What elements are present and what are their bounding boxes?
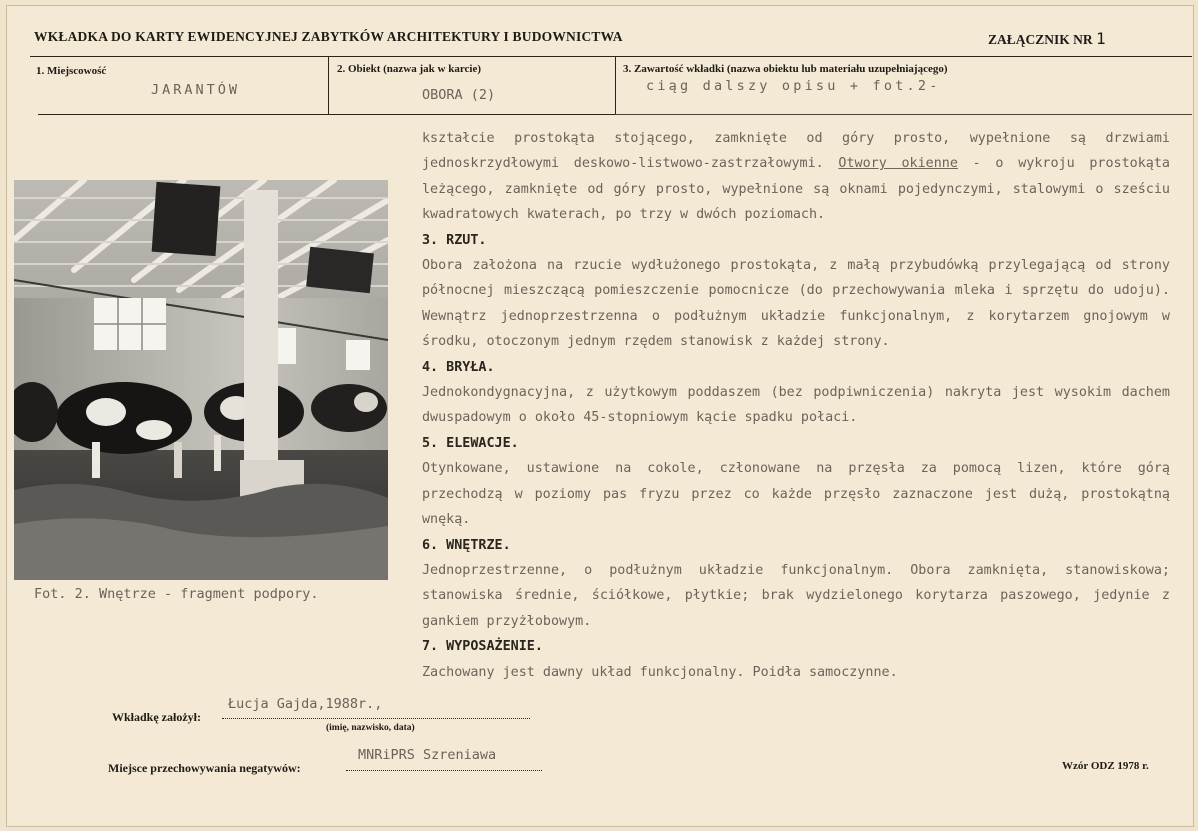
storage-dotted-line (346, 770, 542, 771)
barn-interior-image (14, 180, 388, 580)
author-label: Wkładkę założył: (112, 710, 201, 724)
header-rule (30, 56, 1192, 57)
barn-interior-photo (14, 180, 388, 580)
annex-label (988, 29, 1106, 48)
heading-massing: 4. BRYŁA. (422, 359, 495, 375)
paragraph-plan: Obora założona na rzucie wydłużonego prostokąta, z małą przybudówką przylegającą od strony północnej mieszczącą pomieszczenie pomocnicze (do przechowywania mleka i sprzętu do udoju). Wewnątrz jednoprzestrzenna o podłużnym układzie funkcjonalnym, z korytarzem gnojowym w środku, otoczonym jednym rzędem stanowisk z każdej strony. (422, 258, 1170, 350)
fields-rule-left (38, 114, 615, 115)
locality-label: 1. Miejscowość (36, 65, 107, 77)
photo-caption: Fot. 2. Wnętrze - fragment podpory. (34, 586, 319, 602)
paragraph-elevations: Otynkowane, ustawione na cokole, członowane na przęsła za pomocą lizen, które górą przechodzą w poziomy pas fryzu przez co każde przęsło zaznaczone jest dużą, prostokątną wnęką. (422, 461, 1170, 528)
underlined-term: Otwory okienne (838, 156, 958, 172)
paragraph-openings: kształcie prostokąta stojącego, zamknięte od góry prosto, wypełnione są drzwiami jednoskrzydłowymi deskowo-listwowo-zastrzałowymi. Otwory okienne - o wykroju prostokąta leżącego, zamknięte od góry prosto, wypełnione są oknami pojedynczymi, stalowymi o sześciu kwadratowych kwaterach, po trzy w dwóch poziomach. (422, 131, 1170, 223)
heading-plan: 3. RZUT. (422, 232, 487, 248)
storage-value: MNRiPRS Szreniawa (358, 747, 497, 763)
storage-label: Miejsce przechowywania negatywów: (108, 761, 301, 775)
locality-value: JARANTÓW (151, 82, 241, 98)
annex-label-text: ZAŁĄCZNIK NR (988, 32, 1093, 47)
author-hint: (imię, nazwisko, data) (326, 723, 415, 733)
form-code: Wzór ODZ 1978 r. (1062, 760, 1149, 772)
heading-interior: 6. WNĘTRZE. (422, 537, 511, 553)
annex-number: 1 (1096, 29, 1106, 48)
fields-rule-right (615, 114, 1192, 115)
paragraph-massing: Jednokondygnacyjna, z użytkowym poddaszem (bez podpiwniczenia) nakryta jest wysokim dachem dwuspadowym o około 45-stopniowym kącie spadku połaci. (422, 385, 1170, 426)
paragraph-interior: Jednoprzestrzenne, o podłużnym układzie funkcjonalnym. Obora zamknięta, stanowiskowa; stanowiska średnie, ściółkowe, płytkie; brak wydzielonego korytarza paszowego, jedynie z gankiem przyżłobowym. (422, 562, 1170, 629)
field-divider-2 (615, 57, 616, 114)
content-value: ciąg dalszy opisu + fot.2- (646, 78, 941, 94)
object-label: 2. Obiekt (nazwa jak w karcie) (337, 63, 482, 75)
card-title: WKŁADKA DO KARTY EWIDENCYJNEJ ZABYTKÓW ARCHITEKTURY I BUDOWNICTWA (34, 29, 623, 44)
content-label: 3. Zawartość wkładki (nazwa obiektu lub materiału uzupełniającego) (623, 63, 948, 75)
description-text (422, 126, 1170, 685)
object-value: OBORA (2) (422, 87, 496, 103)
heading-equipment: 7. WYPOSAŻENIE. (422, 639, 543, 655)
heading-elevations: 5. ELEWACJE. (422, 435, 519, 451)
field-divider-1 (328, 57, 329, 114)
author-value: Łucja Gajda,1988r., (228, 696, 383, 712)
paragraph-equipment: Zachowany jest dawny układ funkcjonalny. Poidła samoczynne. (422, 664, 898, 680)
author-dotted-line (222, 718, 530, 719)
